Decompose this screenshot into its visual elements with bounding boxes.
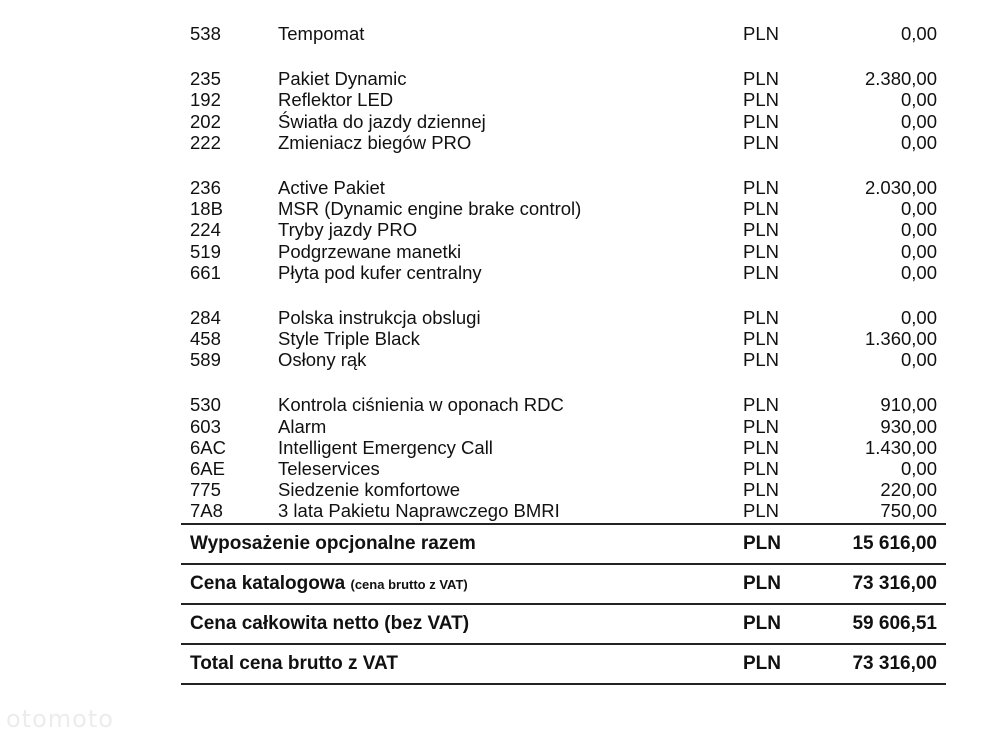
option-code: 18B	[190, 198, 223, 220]
summary-row	[181, 643, 946, 685]
option-name: Płyta pod kufer centralny	[278, 261, 482, 283]
equipment-row	[181, 262, 946, 283]
option-name: Siedzenie komfortowe	[278, 479, 461, 501]
price-list	[181, 23, 946, 685]
summary-label: Cena katalogowa	[190, 572, 346, 594]
option-price: 0,00	[900, 89, 937, 111]
summary-label-wrap	[190, 653, 398, 675]
option-price: 0,00	[900, 240, 937, 262]
option-currency: PLN	[743, 261, 779, 283]
option-price: 2.380,00	[864, 68, 937, 90]
option-code: 7A8	[190, 500, 223, 522]
option-price: 0,00	[900, 458, 937, 479]
option-price: 0,00	[900, 23, 937, 44]
option-price: 0,00	[900, 198, 937, 220]
option-price: 750,00	[880, 500, 937, 522]
option-code: 538	[190, 23, 221, 44]
option-currency: PLN	[743, 240, 779, 262]
summary-label-wrap	[190, 613, 469, 635]
option-code: 661	[190, 261, 221, 283]
option-price: 1.360,00	[864, 328, 937, 350]
summary-currency: PLN	[743, 612, 781, 634]
equipment-group	[181, 394, 946, 521]
equipment-row	[181, 111, 946, 132]
option-price: 0,00	[900, 349, 937, 371]
price-summary	[181, 523, 946, 685]
equipment-row	[181, 500, 946, 521]
option-price: 0,00	[900, 306, 937, 328]
option-currency: PLN	[743, 131, 779, 153]
option-currency: PLN	[743, 479, 779, 501]
option-price: 0,00	[900, 219, 937, 241]
option-name: Tempomat	[278, 23, 365, 44]
option-price: 910,00	[880, 394, 937, 416]
option-code: 235	[190, 68, 221, 90]
summary-amount: 73 316,00	[852, 652, 937, 674]
summary-currency: PLN	[743, 532, 781, 554]
option-currency: PLN	[743, 436, 779, 458]
equipment-row	[181, 394, 946, 415]
option-code: 589	[190, 349, 221, 371]
option-name: Podgrzewane manetki	[278, 240, 462, 262]
summary-label-wrap	[190, 533, 476, 555]
option-currency: PLN	[743, 500, 779, 522]
equipment-group	[181, 68, 946, 153]
option-name: Alarm	[278, 415, 327, 437]
option-code: 224	[190, 219, 221, 241]
option-code: 284	[190, 306, 221, 328]
option-currency: PLN	[743, 198, 779, 220]
option-name: MSR (Dynamic engine brake control)	[278, 198, 582, 220]
option-code: 6AE	[190, 458, 225, 479]
option-name: Światła do jazdy dziennej	[278, 110, 486, 132]
option-name: Teleservices	[278, 458, 380, 479]
equipment-row	[181, 198, 946, 219]
summary-amount: 59 606,51	[852, 612, 937, 634]
equipment-row	[181, 437, 946, 458]
summary-amount: 15 616,00	[852, 532, 937, 554]
option-code: 458	[190, 328, 221, 350]
option-code: 222	[190, 131, 221, 153]
option-currency: PLN	[743, 89, 779, 111]
option-currency: PLN	[743, 306, 779, 328]
option-name: Intelligent Emergency Call	[278, 436, 493, 458]
equipment-row	[181, 328, 946, 349]
option-currency: PLN	[743, 394, 779, 416]
option-name: Pakiet Dynamic	[278, 68, 407, 90]
option-price: 1.430,00	[864, 436, 937, 458]
equipment-row	[181, 177, 946, 198]
equipment-row	[181, 219, 946, 240]
equipment-row	[181, 132, 946, 153]
option-code: 6AC	[190, 436, 226, 458]
equipment-row	[181, 479, 946, 500]
option-currency: PLN	[743, 349, 779, 371]
option-currency: PLN	[743, 110, 779, 132]
option-name: Tryby jazdy PRO	[278, 219, 418, 241]
summary-row	[181, 563, 946, 603]
option-code: 202	[190, 110, 221, 132]
option-name: Kontrola ciśnienia w oponach RDC	[278, 394, 564, 416]
option-code: 192	[190, 89, 221, 111]
equipment-row	[181, 68, 946, 89]
option-code: 236	[190, 176, 221, 198]
summary-amount: 73 316,00	[852, 572, 937, 594]
equipment-row	[181, 349, 946, 370]
option-price: 220,00	[880, 479, 937, 501]
summary-label-wrap	[190, 573, 468, 595]
option-currency: PLN	[743, 68, 779, 90]
option-name: Reflektor LED	[278, 89, 394, 111]
option-name: Active Pakiet	[278, 176, 385, 198]
option-code: 519	[190, 240, 221, 262]
equipment-row	[181, 307, 946, 328]
option-currency: PLN	[743, 176, 779, 198]
equipment-row	[181, 23, 946, 44]
option-code: 530	[190, 394, 221, 416]
equipment-group	[181, 177, 946, 283]
summary-label: Total cena brutto z VAT	[190, 652, 398, 674]
option-name: 3 lata Pakietu Naprawczego BMRI	[278, 500, 560, 522]
option-currency: PLN	[743, 219, 779, 241]
option-price: 0,00	[900, 261, 937, 283]
equipment-group	[181, 23, 946, 44]
option-name: Zmieniacz biegów PRO	[278, 131, 472, 153]
option-code: 775	[190, 479, 221, 501]
equipment-row	[181, 458, 946, 479]
option-name: Polska instrukcja obslugi	[278, 306, 481, 328]
option-price: 0,00	[900, 131, 937, 153]
equipment-groups	[181, 23, 946, 522]
summary-label: Cena całkowita netto (bez VAT)	[190, 612, 470, 634]
option-currency: PLN	[743, 415, 779, 437]
option-currency: PLN	[743, 328, 779, 350]
equipment-group	[181, 307, 946, 371]
summary-note: (cena brutto z VAT)	[350, 576, 468, 592]
option-name: Style Triple Black	[278, 328, 420, 350]
summary-currency: PLN	[743, 572, 781, 594]
option-code: 603	[190, 415, 221, 437]
option-price: 2.030,00	[864, 176, 937, 198]
summary-row	[181, 523, 946, 563]
option-currency: PLN	[743, 23, 779, 44]
equipment-row	[181, 89, 946, 110]
summary-row	[181, 603, 946, 643]
option-currency: PLN	[743, 458, 779, 479]
watermark-logo: otomoto	[6, 705, 114, 733]
summary-label: Wyposażenie opcjonalne razem	[190, 532, 476, 554]
equipment-row	[181, 241, 946, 262]
option-price: 930,00	[880, 415, 937, 437]
option-price: 0,00	[900, 110, 937, 132]
option-name: Osłony rąk	[278, 349, 367, 371]
equipment-row	[181, 416, 946, 437]
summary-currency: PLN	[743, 652, 781, 674]
